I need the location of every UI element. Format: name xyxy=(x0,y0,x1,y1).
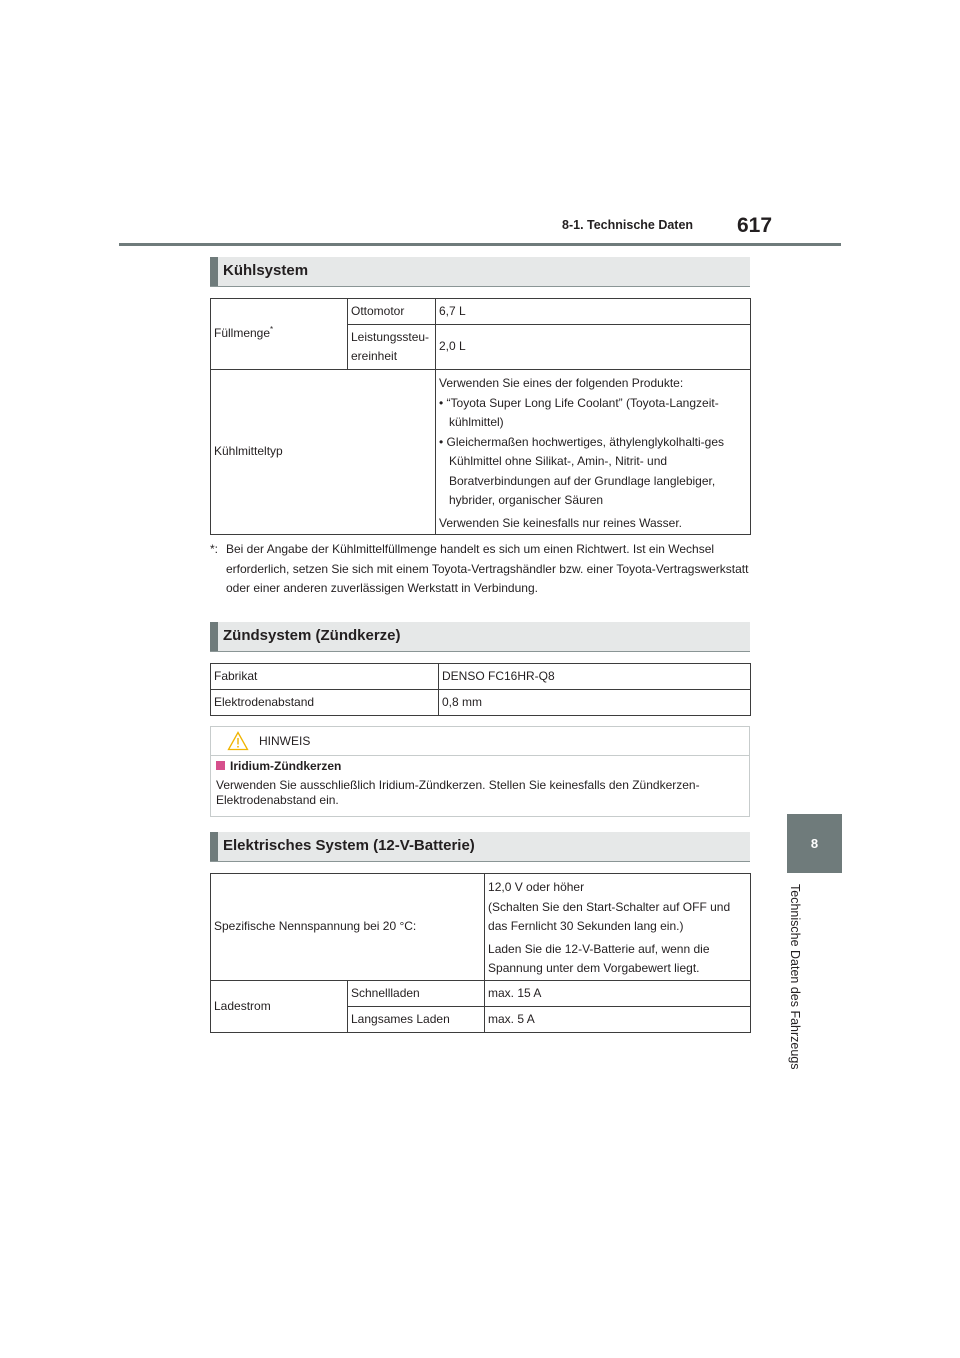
warning-triangle-icon xyxy=(227,731,249,751)
coolant-type-value xyxy=(436,370,751,535)
fill-quantity-label: Füllmenge* xyxy=(211,299,348,370)
coolant-warning: Verwenden Sie keinesfalls nur reines Wasser. xyxy=(439,515,683,530)
section-heading-electrical xyxy=(210,832,750,862)
section-heading-cooling xyxy=(210,257,750,287)
engine-label: Ottomotor xyxy=(348,299,436,325)
coolant-item: • “Toyota Super Long Life Coolant” (Toyota-Langzeit-kühlmittel) xyxy=(439,395,719,429)
ignition-table xyxy=(210,663,751,716)
section-title: Zündsystem (Zündkerze) xyxy=(223,627,401,644)
slow-charge-value: max. 5 A xyxy=(485,1007,751,1033)
coolant-item: • Gleichermaßen hochwertiges, äthylenglykolhalti-ges Kühlmittel ohne Silikat-, Amin-, Nitrit- und Boratverbindungen auf der Grundlage langlebiger, hybrider, organischer Säuren xyxy=(439,434,725,507)
slow-charge-label: Langsames Laden xyxy=(348,1007,485,1033)
make-label: Fabrikat xyxy=(211,664,439,690)
engine-value: 6,7 L xyxy=(436,299,751,325)
footnote-marker: *: xyxy=(210,542,219,556)
section-header: 8-1. Technische Daten xyxy=(562,218,694,232)
voltage-value xyxy=(485,874,751,981)
section-title: Kühlsystem xyxy=(223,262,309,279)
chapter-label: Technische Daten des Fahrzeugs xyxy=(788,884,802,1070)
voltage-note: (Schalten Sie den Start-Schalter auf OFF und das Fernlicht 30 Sekunden lang ein.) xyxy=(488,899,731,933)
section-title: Elektrisches System (12-V-Batterie) xyxy=(223,837,475,854)
coolant-type-label: Kühlmitteltyp xyxy=(211,370,436,535)
pcu-label: Leistungssteu-ereinheit xyxy=(348,325,436,370)
notice-title: HINWEIS xyxy=(259,734,311,748)
footnote-text: Bei der Angabe der Kühlmittelfüllmenge handelt es sich um einen Richtwert. Ist ein Wechsel erforderlich, setzen Sie sich mit einem Toyota-Vertragshändler bzw. einer Toyota-Vertragswerkstatt oder einer anderen zuverlässigen Werkstatt in Verbindung. xyxy=(226,542,749,595)
notice-text: Verwenden Sie ausschließlich Iridium-Zündkerzen. Stellen Sie keinesfalls den Zündkerzen-Elektrodenabstand ein. xyxy=(216,778,700,807)
notice-box xyxy=(210,726,750,817)
footnote xyxy=(210,540,770,599)
charge-current-label: Ladestrom xyxy=(211,981,348,1033)
footnote-mark: * xyxy=(270,325,274,335)
page-number: 617 xyxy=(737,214,773,237)
coolant-intro: Verwenden Sie eines der folgenden Produkte: xyxy=(439,376,684,390)
electrical-table xyxy=(210,873,751,1033)
chapter-number: 8 xyxy=(810,836,819,851)
pcu-value: 2,0 L xyxy=(436,325,751,370)
fast-charge-label: Schnellladen xyxy=(348,981,485,1007)
cooling-table xyxy=(210,298,751,535)
chapter-tab xyxy=(787,814,842,873)
notice-subtitle: Iridium-Zündkerzen xyxy=(216,759,341,773)
square-bullet-icon xyxy=(216,761,225,770)
voltage-spec: 12,0 V oder höher xyxy=(488,880,585,894)
make-value: DENSO FC16HR-Q8 xyxy=(439,664,751,690)
gap-value: 0,8 mm xyxy=(439,690,751,716)
voltage-charge-note: Laden Sie die 12-V-Batterie auf, wenn die Spannung unter dem Vorgabewert liegt. xyxy=(488,941,710,975)
notice-header xyxy=(211,727,749,756)
voltage-label: Spezifische Nennspannung bei 20 °C: xyxy=(211,874,485,981)
header-rule xyxy=(119,243,841,246)
fast-charge-value: max. 15 A xyxy=(485,981,751,1007)
gap-label: Elektrodenabstand xyxy=(211,690,439,716)
section-heading-ignition xyxy=(210,622,750,652)
